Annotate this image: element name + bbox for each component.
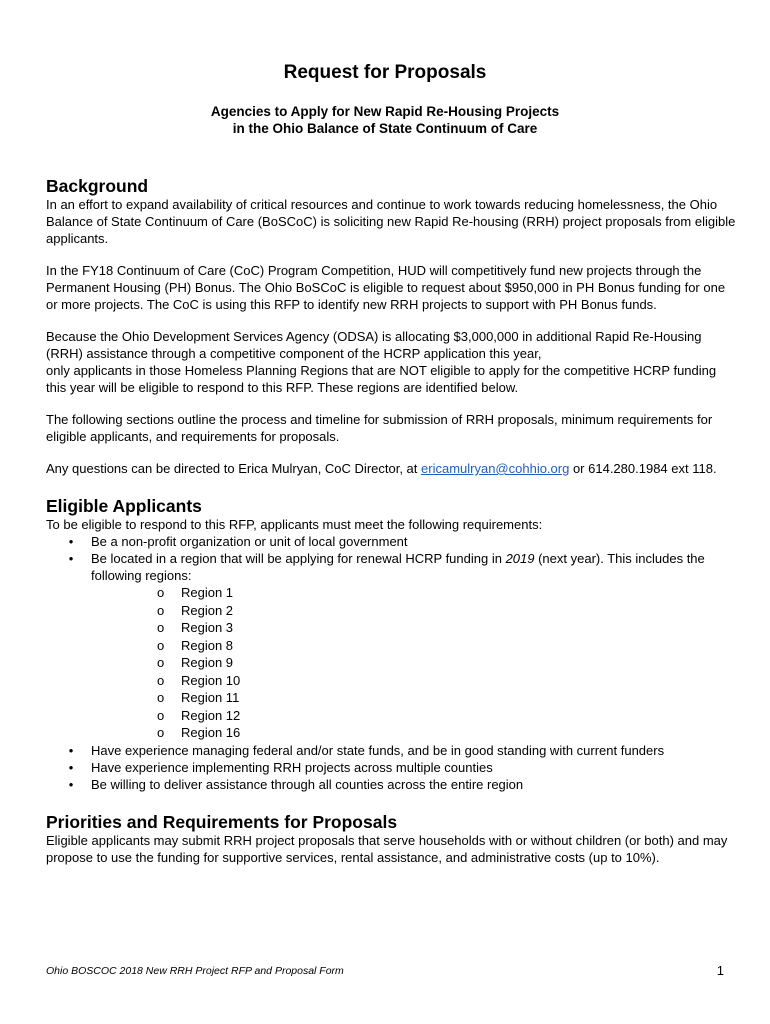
sub-bullet-icon: o bbox=[157, 620, 165, 635]
page-number: 1 bbox=[716, 963, 724, 978]
bullet-icon: • bbox=[68, 551, 74, 566]
list-item-text bbox=[91, 551, 705, 583]
list-item-text: Be a non-profit organization or unit of local government bbox=[91, 534, 408, 549]
subtitle-line-2: in the Ohio Balance of State Continuum of Care bbox=[232, 121, 538, 136]
sub-bullet-icon: o bbox=[157, 707, 165, 723]
region-label: Region 9 bbox=[181, 655, 234, 670]
priorities-paragraph-1: Eligible applicants may submit RRH project proposals that serve households with or without children (or both) and may propose to use the funding for supportive services, rental assistance, and administrative costs (up to 10%). bbox=[46, 832, 728, 865]
region-label: Region 10 bbox=[181, 672, 241, 688]
background-paragraph-2: In the FY18 Continuum of Care (CoC) Program Competition, HUD will competitively fund new projects through the Permanent Housing (PH) Bonus. The Ohio BoSCoC is eligible to request about $950,000 in PH Bonus funding for one or more projects. The CoC is using this RFP to identify new RRH projects to support with PH Bonus funds. bbox=[46, 263, 726, 312]
priorities-heading: Priorities and Requirements for Proposals bbox=[46, 811, 398, 832]
list-item bbox=[46, 550, 736, 742]
contact-email-link[interactable]: ericamulryan@cohhio.org bbox=[421, 461, 570, 476]
bullet-icon: • bbox=[68, 776, 74, 792]
sub-bullet-icon: o bbox=[157, 655, 165, 670]
bullet-icon: • bbox=[68, 742, 74, 758]
list-item-text: Have experience implementing RRH projects across multiple counties bbox=[91, 759, 493, 775]
document-title: Request for Proposals bbox=[283, 62, 487, 83]
contact-phone-text: or 614.280.1984 ext 118. bbox=[569, 461, 717, 476]
eligible-applicants-heading: Eligible Applicants bbox=[46, 496, 202, 516]
background-paragraph-3-line-1: Because the Ohio Development Services Agency (ODSA) is allocating $3,000,000 in additional Rapid Re-Housing (RRH) assistance through a competitive component of the HCRP application this year, bbox=[46, 329, 702, 361]
eligible-intro: To be eligible to respond to this RFP, applicants must meet the following requirements: bbox=[46, 517, 543, 532]
sub-bullet-icon: o bbox=[157, 690, 165, 705]
region-item bbox=[91, 619, 736, 637]
region-label: Region 12 bbox=[181, 707, 241, 723]
region-label: Region 3 bbox=[181, 620, 234, 635]
sub-bullet-icon: o bbox=[157, 602, 165, 618]
region-label: Region 8 bbox=[181, 637, 234, 653]
year-text: 2019 bbox=[505, 551, 535, 566]
list-item-text: Be willing to deliver assistance through all counties across the entire region bbox=[91, 776, 524, 792]
sub-bullet-icon: o bbox=[157, 637, 165, 653]
list-item bbox=[46, 776, 736, 793]
region-label: Region 1 bbox=[181, 585, 234, 600]
bullet-icon: • bbox=[68, 534, 74, 549]
region-item bbox=[91, 689, 736, 707]
list-item bbox=[46, 742, 736, 759]
background-paragraph-3 bbox=[46, 328, 736, 396]
subtitle-line-1: Agencies to Apply for New Rapid Re-Housing Projects bbox=[210, 104, 560, 119]
region-item bbox=[91, 584, 736, 602]
region-item bbox=[91, 672, 736, 690]
list-item-text: Have experience managing federal and/or state funds, and be in good standing with current funders bbox=[91, 742, 665, 758]
background-heading: Background bbox=[46, 176, 149, 196]
region-requirement-text: Be located in a region that will be applying for renewal HCRP funding in bbox=[91, 551, 506, 566]
eligibility-list bbox=[46, 533, 736, 793]
region-requirement-tail: (next year). This includes the following regions: bbox=[91, 551, 705, 583]
background-paragraph-1: In an effort to expand availability of critical resources and continue to work towards reducing homelessness, the Ohio Balance of State Continuum of Care (BoSCoC) is soliciting new Rapid Re-housing (RRH) project proposals from eligible applicants. bbox=[46, 197, 736, 246]
region-label: Region 11 bbox=[181, 690, 240, 705]
contact-text: Any questions can be directed to Erica Mulryan, CoC Director, at bbox=[46, 461, 422, 476]
region-item bbox=[91, 707, 736, 725]
bullet-icon: • bbox=[68, 759, 74, 775]
background-paragraph-4: The following sections outline the process and timeline for submission of RRH proposals, minimum requirements for eligible applicants, and requirements for proposals. bbox=[46, 412, 713, 444]
region-item bbox=[91, 654, 736, 672]
sub-bullet-icon: o bbox=[157, 725, 165, 740]
region-label: Region 2 bbox=[181, 602, 234, 618]
background-paragraph-3-line-2: only applicants in those Homeless Planning Regions that are NOT eligible to apply for the competitive HCRP funding this year will be eligible to respond to this RFP. These regions are identified below. bbox=[46, 363, 717, 395]
list-item bbox=[46, 759, 736, 776]
background-paragraph-5 bbox=[46, 460, 736, 477]
document-body bbox=[46, 176, 736, 866]
region-item bbox=[91, 602, 736, 620]
region-label: Region 16 bbox=[181, 725, 241, 740]
region-list bbox=[91, 584, 736, 742]
region-item bbox=[91, 724, 736, 742]
footer-document-name: Ohio BOSCOC 2018 New RRH Project RFP and Proposal Form bbox=[46, 965, 344, 977]
sub-bullet-icon: o bbox=[157, 672, 165, 688]
list-item bbox=[46, 533, 736, 550]
region-item bbox=[91, 637, 736, 655]
sub-bullet-icon: o bbox=[157, 585, 165, 600]
document-subtitle bbox=[0, 103, 770, 137]
